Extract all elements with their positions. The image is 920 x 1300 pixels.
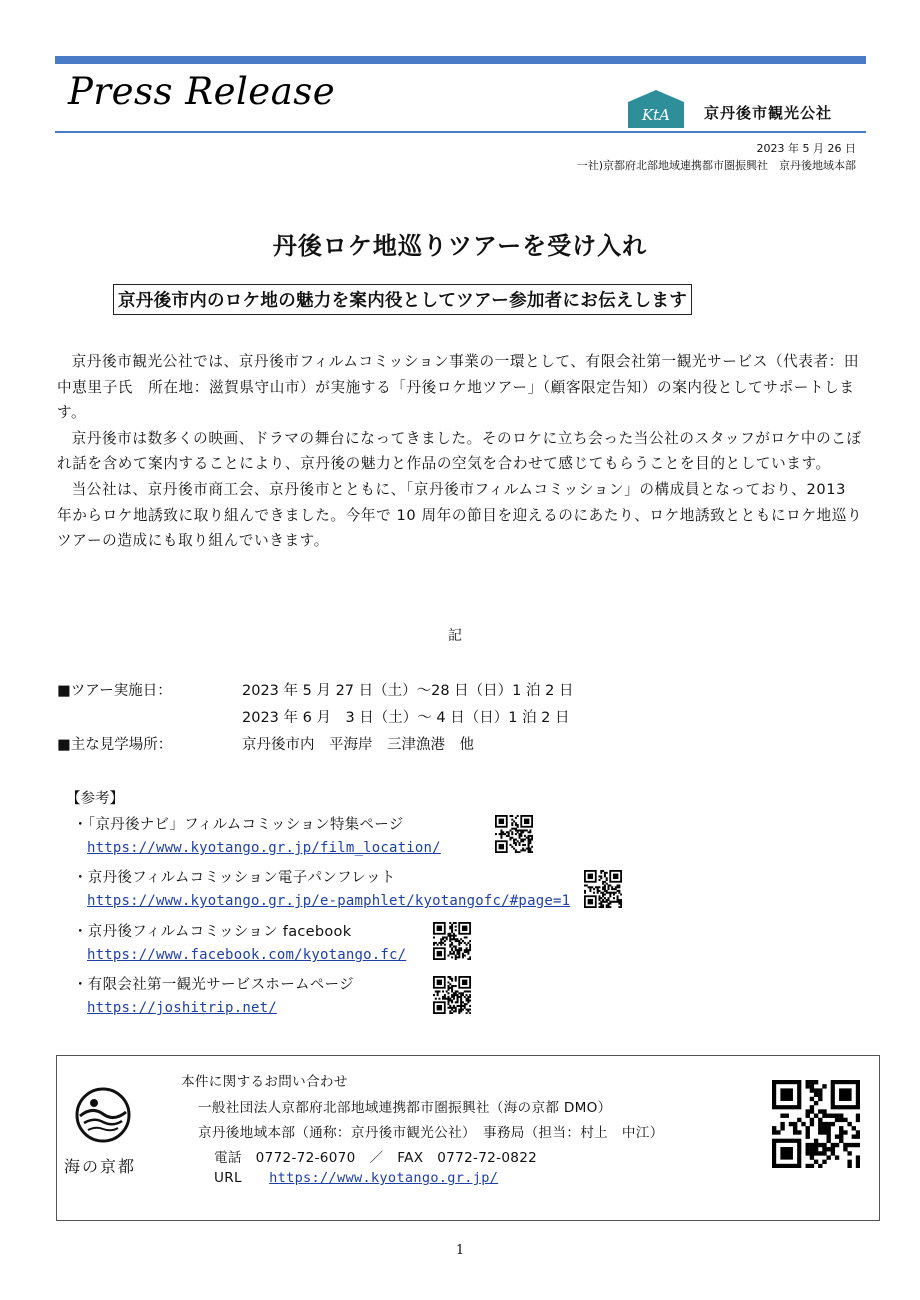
issuing-organization: 一社)京都府北部地域連携都市圏振興社 京丹後地域本部 [576,159,856,172]
reference-heading: 【参考】 [66,791,124,807]
umi-no-kyoto-seal-icon [70,1086,136,1144]
release-date: 2023 年 5 月 26 日 [756,142,856,155]
main-title: 丹後ロケ地巡りツアーを受け入れ [272,232,648,260]
contact-phone: 電話 0772-72-6070 ／ FAX 0772-72-0822 [214,1150,538,1166]
contact-qr-code-icon [772,1080,860,1172]
header-accent-bar [55,56,866,64]
body-text [57,349,865,554]
page-number: 1 [455,1243,465,1258]
body-paragraph: 京丹後市観光公社では、京丹後市フィルムコミッション事業の一環として、有限会社第一観光サービス（代表者：田中恵里子氏 所在地：滋賀県守山市）が実施する「丹後ロケ地ツアー」（顧客限定告知）の案内役としてサポートします。 [57,353,860,422]
contact-url-row [214,1170,498,1186]
reference-label: ・「京丹後ナビ」フィルムコミッション特集ページ [73,817,404,833]
reference-link[interactable]: https://joshitrip.net/ [87,1000,277,1016]
reference-label: ・京丹後フィルムコミッション facebook [73,924,352,940]
press-release-title: Press Release [68,70,336,113]
qr-code-icon [433,976,471,1018]
places-value: 京丹後市内 平海岸 三津漁港 他 [242,737,474,753]
logo-company-name: 京丹後市観光公社 [704,104,833,122]
qr-code-icon [584,870,622,912]
contact-heading: 本件に関するお問い合わせ [181,1074,348,1090]
header-rule [55,131,866,133]
kta-logo-icon [628,90,684,128]
tour-date-label: ■ツアー実施日： [57,683,172,699]
tour-date-2: 2023 年 6 月 3 日（土）～ 4 日（日）1 泊 2 日 [242,710,570,726]
places-label: ■主な見学場所： [57,737,173,753]
body-paragraph: 当公社は、京丹後市商工会、京丹後市とともに、「京丹後市フィルムコミッション」の構成員となっており、2013 年からロケ地誘致に取り組んできました。今年で 10 周年の節目を迎えるのにあたり、ロケ地誘致とともにロケ地巡りツアーの造成にも取り組んでいきます。 [57,480,863,550]
reference-label: ・京丹後フィルムコミッション電子パンフレット [73,870,396,886]
qr-code-icon [433,922,471,964]
contact-url-label: URL [214,1170,242,1186]
contact-org: 一般社団法人京都府北部地域連携都市圏振興社（海の京都 DMO） [198,1100,612,1116]
contact-office: 京丹後地域本部（通称：京丹後市観光公社） 事務局（担当：村上 中江） [198,1125,664,1141]
ki-mark: 記 [448,628,462,644]
sub-title: 京丹後市内のロケ地の魅力を案内役としてツアー参加者にお伝えします [113,284,692,315]
contact-url-link[interactable]: https://www.kyotango.gr.jp/ [269,1170,499,1186]
tour-date-1: 2023 年 5 月 27 日（土）～28 日（日）1 泊 2 日 [242,683,574,699]
seal-caption: 海の京都 [64,1157,137,1176]
body-paragraph: 京丹後市は数多くの映画、ドラマの舞台になってきました。そのロケに立ち会った当公社のスタッフがロケ中のこぼれ話を含めて案内することにより、京丹後の魅力と作品の空気を合わせて感じてもらうことを目的としています。 [57,429,862,473]
reference-link[interactable]: https://www.kyotango.gr.jp/film_location/ [87,840,441,856]
svg-text:KtA: KtA [641,106,671,124]
qr-code-icon [495,815,533,857]
reference-label: ・有限会社第一観光サービスホームページ [73,977,354,993]
reference-link[interactable]: https://www.kyotango.gr.jp/e-pamphlet/kyotangofc/#page=1 [87,893,571,909]
reference-link[interactable]: https://www.facebook.com/kyotango.fc/ [87,947,407,963]
